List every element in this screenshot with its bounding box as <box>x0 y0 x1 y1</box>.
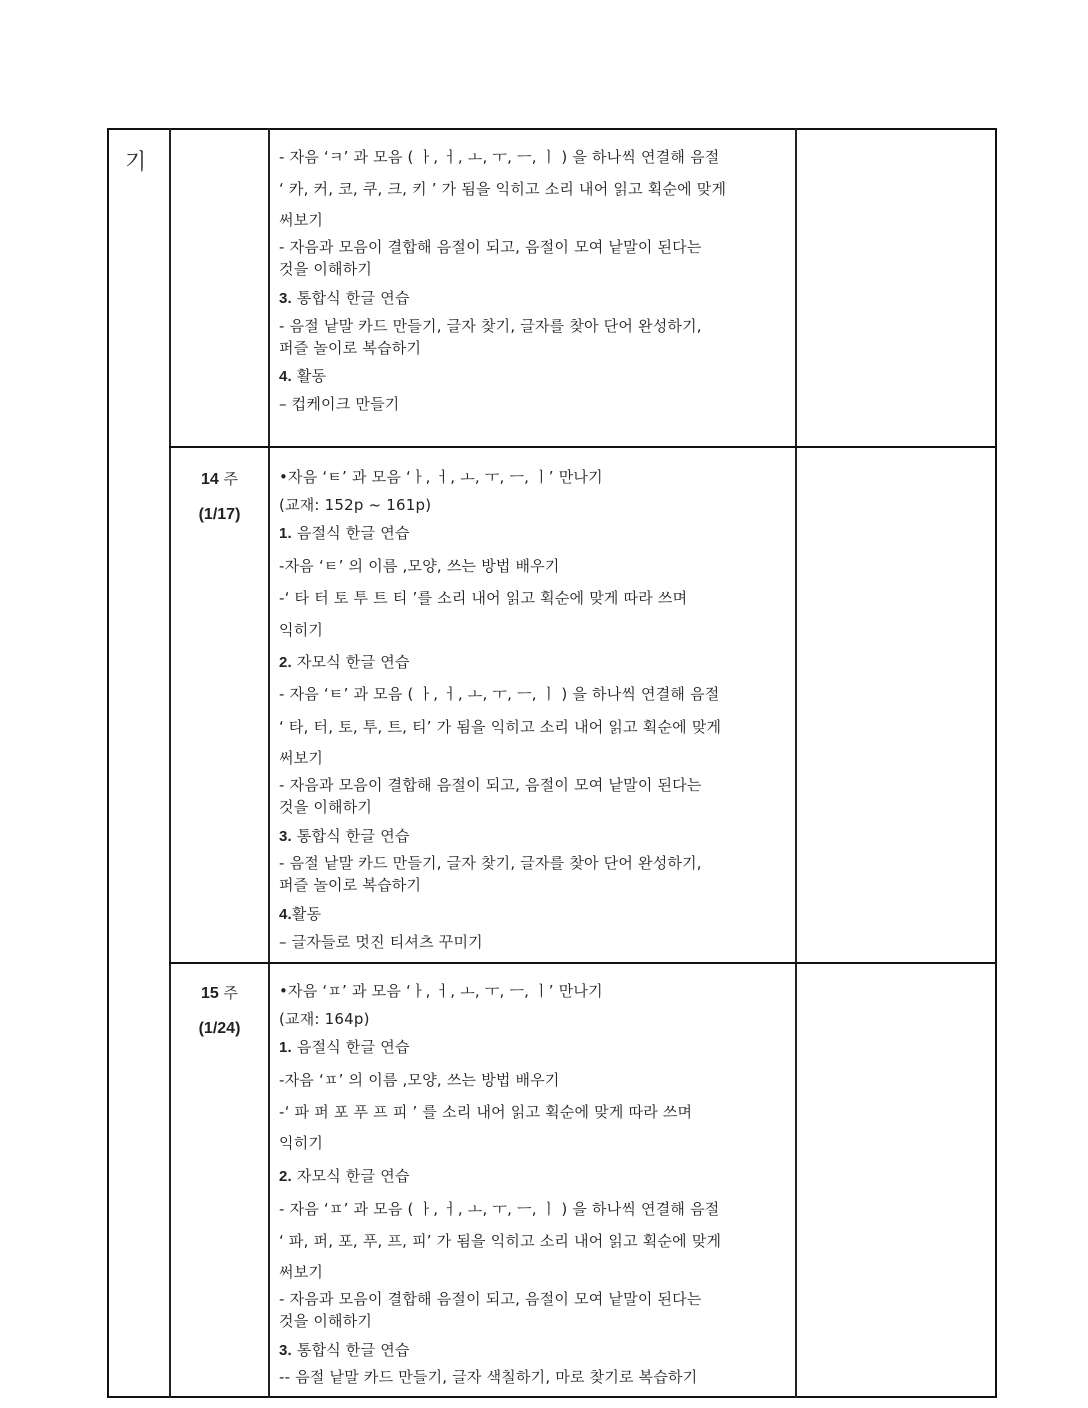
content-line <box>279 931 483 952</box>
content-line <box>279 236 702 257</box>
content-line <box>279 1310 372 1331</box>
column-divider <box>268 128 270 1398</box>
line-text: (교재: 152p ~ 161p) <box>279 496 432 514</box>
line-text: 써보기 <box>279 749 324 767</box>
notes-cell <box>797 448 995 962</box>
content-line <box>279 683 719 704</box>
section-heading <box>279 365 326 386</box>
content-line <box>279 1132 323 1153</box>
content-line <box>279 980 603 1001</box>
content-line <box>279 1366 697 1387</box>
line-text: 활동 <box>291 367 327 385</box>
content-line <box>279 1069 560 1090</box>
content-line <box>279 315 702 336</box>
line-text: 익히기 <box>279 621 324 639</box>
line-text: ‘ 카, 커, 코, 쿠, 크, 키 ’ 가 됨을 익히고 소리 내어 읽고 획순에 맞게 <box>279 180 727 198</box>
section-heading <box>279 522 410 543</box>
line-text: 퍼즐 놀이로 복습하기 <box>279 339 422 357</box>
content-line <box>279 874 421 895</box>
line-text: -- 음절 낱말 카드 만들기, 글자 색칠하기, 마로 찾기로 복습하기 <box>279 1368 698 1386</box>
section-number: 4. <box>279 368 292 385</box>
content-line <box>279 466 603 487</box>
content-line <box>279 1198 719 1219</box>
section-heading <box>279 651 410 672</box>
line-text: -‘ 타 터 토 투 트 티 ’를 소리 내어 읽고 획순에 맞게 따라 쓰며 <box>279 589 688 607</box>
content-line <box>279 494 431 515</box>
section-heading <box>279 1036 410 1057</box>
line-text: ‘ 타, 터, 토, 투, 트, 티’ 가 됨을 익히고 소리 내어 읽고 획순에 맞게 <box>279 718 722 736</box>
section-heading <box>279 1165 410 1186</box>
section-heading <box>279 287 410 308</box>
line-text: 음절식 한글 연습 <box>291 524 410 542</box>
content-line <box>279 1261 323 1282</box>
line-text: 활동 <box>291 905 322 923</box>
content-line <box>279 393 399 414</box>
line-text: - 자음 ‘ㅌ’ 과 모음 ( ㅏ, ㅓ, ㅗ, ㅜ, ㅡ, ㅣ ) 을 하나씩 연결해 음절 <box>279 685 720 703</box>
content-line <box>279 619 323 640</box>
line-text: -자음 ‘ㅍ’ 의 이름 ,모양, 쓰는 방법 배우기 <box>279 1071 560 1089</box>
week-number: 14 <box>200 471 219 488</box>
line-text: 통합식 한글 연습 <box>291 1341 410 1359</box>
line-text: •자음 ‘ㅌ’ 과 모음 ‘ㅏ, ㅓ, ㅗ, ㅜ, ㅡ, ㅣ’ 만나기 <box>279 468 603 486</box>
content-line <box>279 747 323 768</box>
section-number: 2. <box>279 654 292 671</box>
section-number: 4. <box>279 906 292 923</box>
line-text: - 자음과 모음이 결합해 음절이 되고, 음절이 모여 낱말이 된다는 <box>279 1290 702 1308</box>
section-number: 3. <box>279 290 292 307</box>
line-text: 써보기 <box>279 1263 324 1281</box>
line-text: (교재: 164p) <box>279 1010 370 1028</box>
line-text: - 자음 ‘ㅍ’ 과 모음 ( ㅏ, ㅓ, ㅗ, ㅜ, ㅡ, ㅣ ) 을 하나씩 연결해 음절 <box>279 1200 720 1218</box>
content-line <box>279 716 721 737</box>
section-number: 2. <box>279 1168 292 1185</box>
content-line <box>279 1101 692 1122</box>
line-text: 자모식 한글 연습 <box>291 653 410 671</box>
week-date: (1/24) <box>198 1020 241 1037</box>
content-line <box>279 587 687 608</box>
section-heading <box>279 825 410 846</box>
section-heading <box>279 903 321 924</box>
content-line <box>279 178 726 199</box>
line-text: 통합식 한글 연습 <box>291 827 410 845</box>
section-number: 3. <box>279 1342 292 1359</box>
content-line <box>279 146 719 167</box>
content-line <box>279 337 421 358</box>
section-number: 3. <box>279 828 292 845</box>
line-text: 익히기 <box>279 1134 324 1152</box>
week-unit: 주 <box>223 984 239 1002</box>
line-text: - 자음 ‘ㅋ’ 과 모음 ( ㅏ, ㅓ, ㅗ, ㅜ, ㅡ, ㅣ ) 을 하나씩 연결해 음절 <box>279 148 720 166</box>
content-line <box>279 258 372 279</box>
content-line <box>279 852 702 873</box>
line-text: 것을 이해하기 <box>279 1312 373 1330</box>
content-line <box>279 209 323 230</box>
content-line <box>279 1288 702 1309</box>
section-label: 기 <box>125 150 147 175</box>
line-text: -자음 ‘ㅌ’ 의 이름 ,모양, 쓰는 방법 배우기 <box>279 557 560 575</box>
section-number: 1. <box>279 525 292 542</box>
line-text: – 글자들로 멋진 티셔츠 꾸미기 <box>279 933 483 951</box>
column-divider <box>169 128 171 1398</box>
notes-cell <box>797 964 995 1396</box>
line-text: 통합식 한글 연습 <box>291 289 410 307</box>
line-text: •자음 ‘ㅍ’ 과 모음 ‘ㅏ, ㅓ, ㅗ, ㅜ, ㅡ, ㅣ’ 만나기 <box>279 982 603 1000</box>
line-text: 것을 이해하기 <box>279 798 373 816</box>
line-text: - 음절 낱말 카드 만들기, 글자 찾기, 글자를 찾아 단어 완성하기, <box>279 317 702 335</box>
content-line <box>279 796 372 817</box>
line-text: 퍼즐 놀이로 복습하기 <box>279 876 422 894</box>
line-text: - 음절 낱말 카드 만들기, 글자 찾기, 글자를 찾아 단어 완성하기, <box>279 854 702 872</box>
line-text: - 자음과 모음이 결합해 음절이 되고, 음절이 모여 낱말이 된다는 <box>279 776 702 794</box>
content-line <box>279 555 560 576</box>
line-text: 것을 이해하기 <box>279 260 373 278</box>
line-text: 써보기 <box>279 211 324 229</box>
content-line <box>279 1008 370 1029</box>
line-text: - 자음과 모음이 결합해 음절이 되고, 음절이 모여 낱말이 된다는 <box>279 238 702 256</box>
content-line <box>279 1230 721 1251</box>
section-heading <box>279 1339 410 1360</box>
line-text: – 컵케이크 만들기 <box>279 395 400 413</box>
week-cell-15 <box>170 976 269 1046</box>
content-line <box>279 774 702 795</box>
week-date: (1/17) <box>198 506 241 523</box>
line-text: 음절식 한글 연습 <box>291 1038 410 1056</box>
week-unit: 주 <box>223 470 239 488</box>
week-number: 15 <box>200 985 219 1002</box>
line-text: 자모식 한글 연습 <box>291 1167 410 1185</box>
line-text: -‘ 파 퍼 포 푸 프 피 ’ 를 소리 내어 읽고 획순에 맞게 따라 쓰며 <box>279 1103 693 1121</box>
line-text: ‘ 파, 퍼, 포, 푸, 프, 피’ 가 됨을 익히고 소리 내어 읽고 획순에 맞게 <box>279 1232 722 1250</box>
section-number: 1. <box>279 1039 292 1056</box>
notes-cell <box>797 130 995 446</box>
week-cell-14 <box>170 462 269 532</box>
